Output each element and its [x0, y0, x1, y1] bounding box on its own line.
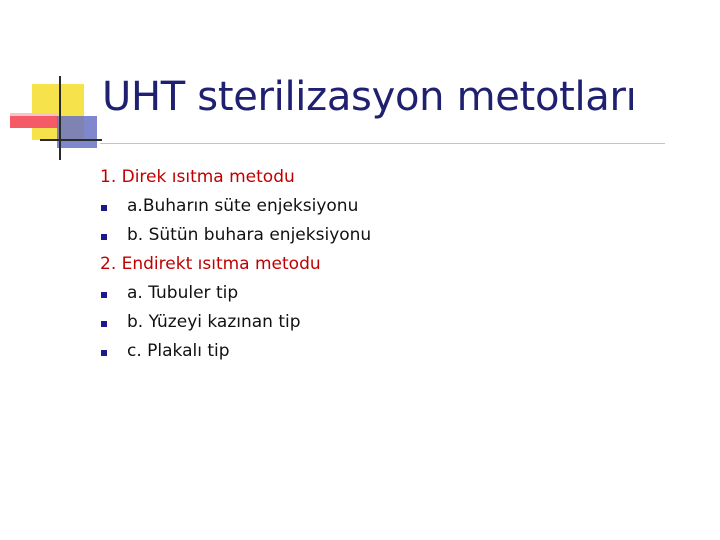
square-bullet-icon [101, 292, 107, 298]
square-bullet-icon [101, 350, 107, 356]
logo-horizontal-line [40, 139, 102, 141]
square-bullet-icon [101, 205, 107, 211]
list-item [100, 308, 660, 337]
list-item-text: a.Buharın süte enjeksiyonu [127, 196, 359, 216]
title-logo-decoration [0, 0, 100, 170]
list-item [100, 192, 660, 221]
slide-content [100, 163, 660, 366]
list-item-text: b. Sütün buhara enjeksiyonu [127, 225, 372, 245]
list-heading: 2. Endirekt ısıtma metodu [100, 254, 321, 274]
slide-title: UHT sterilizasyon metotları [102, 74, 637, 120]
list-item [100, 337, 660, 366]
square-bullet-icon [101, 321, 107, 327]
square-bullet-icon [101, 234, 107, 240]
logo-red-bar [10, 116, 58, 128]
list-item-text: a. Tubuler tip [127, 283, 239, 303]
logo-vertical-line [59, 76, 61, 160]
list-item [100, 279, 660, 308]
list-item [100, 221, 660, 250]
list-heading: 1. Direk ısıtma metodu [100, 167, 295, 187]
title-divider [100, 143, 665, 144]
list-item-text: b. Yüzeyi kazınan tip [127, 312, 301, 332]
logo-blue-square [57, 116, 97, 148]
list-item-text: c. Plakalı tip [127, 341, 230, 361]
